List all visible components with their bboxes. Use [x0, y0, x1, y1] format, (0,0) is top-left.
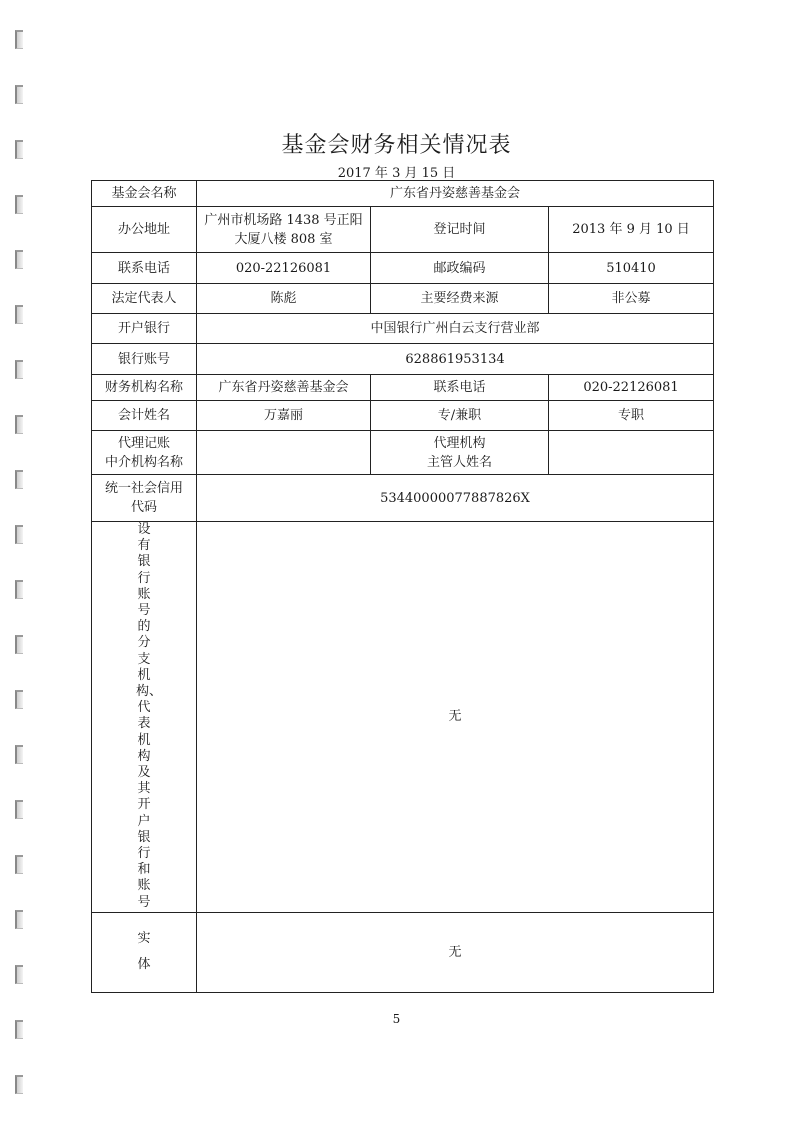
- credit-code-label-line: 统一社会信用: [104, 481, 183, 496]
- fulltime-value: 专职: [549, 401, 714, 431]
- postcode-label: 邮政编码: [371, 253, 549, 284]
- credit-code-label-line: 代码: [130, 500, 157, 515]
- binder-hole: [15, 30, 23, 49]
- row-branches: [92, 522, 714, 913]
- row-entity: [92, 912, 714, 992]
- finance-phone-value: 020-22126081: [549, 375, 714, 401]
- credit-code-value: 53440000077887826X: [197, 475, 714, 522]
- binder-hole: [15, 470, 23, 489]
- credit-code-label: [92, 475, 197, 522]
- row-legal-rep: [92, 284, 714, 314]
- legal-rep-value: 陈彪: [197, 284, 371, 314]
- binder-holes: [15, 30, 27, 1130]
- document-date: 2017 年 3 月 15 日: [337, 166, 456, 181]
- row-agent: [92, 431, 714, 475]
- binder-hole: [15, 635, 23, 654]
- row-phone: [92, 253, 714, 284]
- address-line: 广州市机场路 1438 号正阳: [204, 212, 363, 228]
- agent-label-line: 中介机构名称: [104, 454, 183, 470]
- finance-phone-label: 联系电话: [371, 375, 549, 401]
- binder-hole: [15, 690, 23, 709]
- binder-hole: [15, 745, 23, 764]
- address-line: 大厦八楼 808 室: [234, 231, 333, 247]
- row-bank: [92, 314, 714, 344]
- name-value: 广东省丹姿慈善基金会: [197, 181, 714, 207]
- phone-value: 020-22126081: [197, 253, 371, 284]
- bank-label: 开户银行: [92, 314, 197, 344]
- row-credit-code: [92, 475, 714, 522]
- agent-label-line: 代理记账: [117, 435, 170, 451]
- page-number: 5: [392, 1012, 401, 1026]
- account-label: 银行账号: [92, 344, 197, 375]
- finance-org-value: 广东省丹姿慈善基金会: [197, 375, 371, 401]
- phone-label: 联系电话: [92, 253, 197, 284]
- binder-hole: [15, 305, 23, 324]
- row-account: [92, 344, 714, 375]
- agent-head-value: [549, 431, 714, 475]
- name-label: 基金会名称: [92, 181, 197, 207]
- row-name: [92, 181, 714, 207]
- branches-label-text: 设有银行账号的分支机构、代表机构及其开户银行和账号: [136, 522, 163, 910]
- agent-label: [92, 431, 197, 475]
- binder-hole: [15, 195, 23, 214]
- row-address: [92, 207, 714, 253]
- binder-hole: [15, 800, 23, 819]
- funding-label: 主要经费来源: [371, 284, 549, 314]
- bank-value: 中国银行广州白云支行营业部: [197, 314, 714, 344]
- entity-value: 无: [197, 912, 714, 992]
- accountant-label: 会计姓名: [92, 401, 197, 431]
- binder-hole: [15, 580, 23, 599]
- postcode-value: 510410: [549, 253, 714, 284]
- funding-value: 非公募: [549, 284, 714, 314]
- finance-org-label: 财务机构名称: [92, 375, 197, 401]
- binder-hole: [15, 1075, 23, 1094]
- foundation-finance-table: [91, 180, 714, 993]
- binder-hole: [15, 250, 23, 269]
- reg-time-label: 登记时间: [371, 207, 549, 253]
- fulltime-label: 专/兼职: [371, 401, 549, 431]
- binder-hole: [15, 855, 23, 874]
- row-finance-org: [92, 375, 714, 401]
- binder-hole: [15, 910, 23, 929]
- entity-label: [92, 912, 197, 992]
- reg-time-value: 2013 年 9 月 10 日: [549, 207, 714, 253]
- address-label: 办公地址: [92, 207, 197, 253]
- agent-head-label-line: 代理机构: [433, 435, 486, 451]
- address-value: [197, 207, 371, 253]
- binder-hole: [15, 965, 23, 984]
- legal-rep-label: 法定代表人: [92, 284, 197, 314]
- accountant-value: 万嘉丽: [197, 401, 371, 431]
- entity-label-text: 实体: [137, 931, 151, 973]
- row-accountant: [92, 401, 714, 431]
- agent-value: [197, 431, 371, 475]
- account-value: 628861953134: [197, 344, 714, 375]
- branches-label: [92, 522, 197, 913]
- document-title: 基金会财务相关情况表: [281, 133, 512, 158]
- binder-hole: [15, 85, 23, 104]
- binder-hole: [15, 360, 23, 379]
- branches-value: 无: [197, 522, 714, 913]
- binder-hole: [15, 415, 23, 434]
- binder-hole: [15, 525, 23, 544]
- agent-head-label: [371, 431, 549, 475]
- agent-head-label-line: 主管人姓名: [426, 454, 492, 470]
